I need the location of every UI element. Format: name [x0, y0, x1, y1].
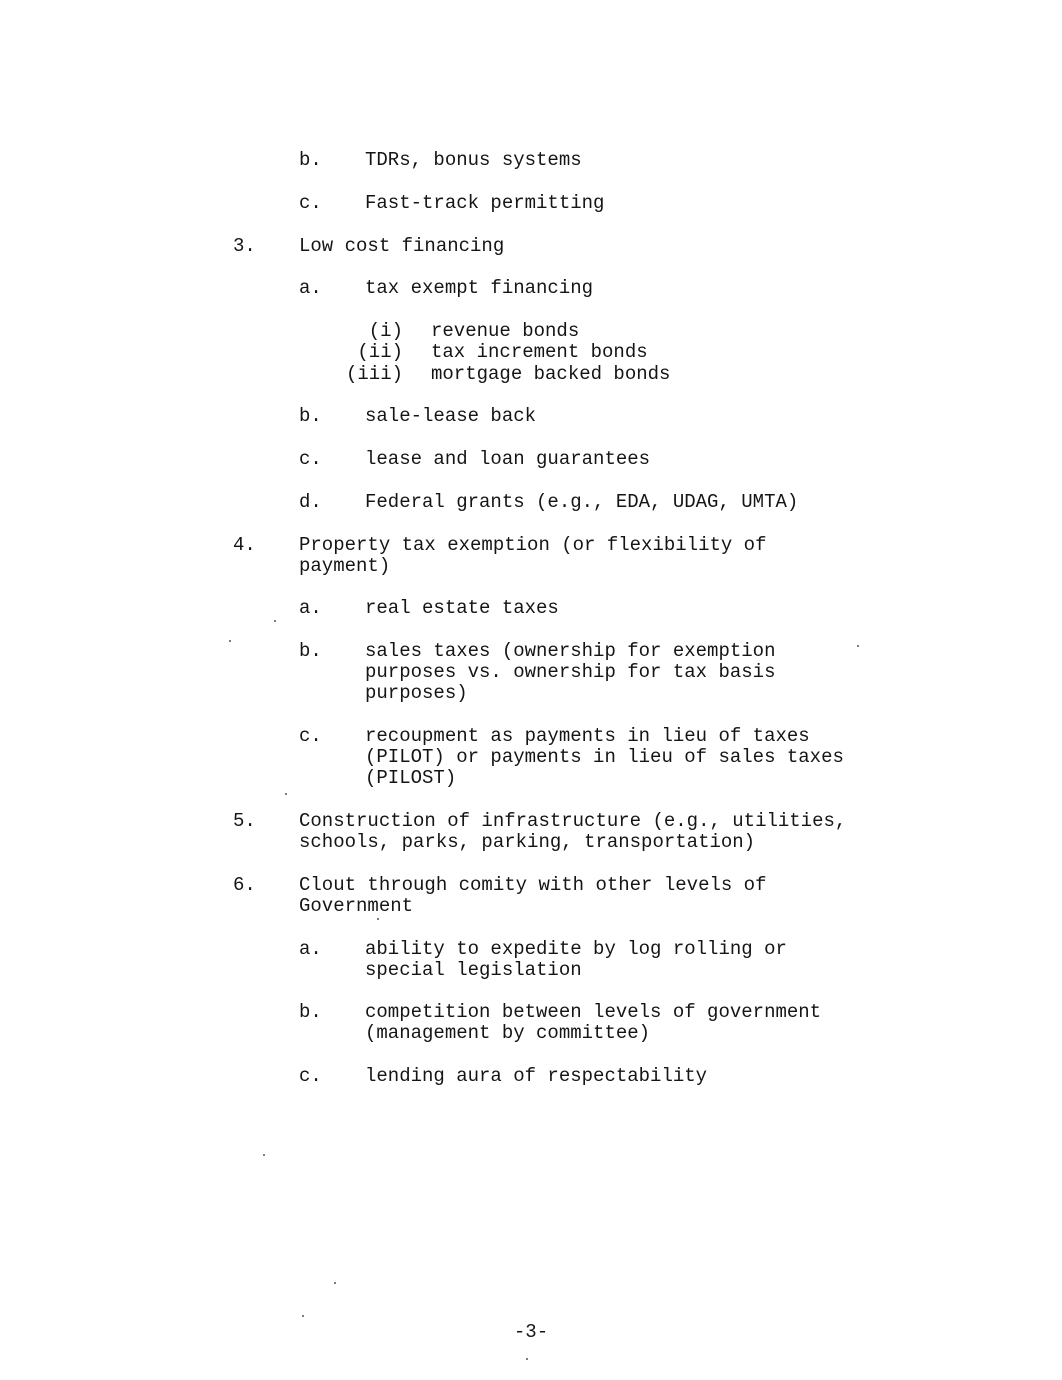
outline-marker: b.	[299, 640, 322, 662]
scan-speck	[334, 1282, 336, 1284]
outline-item-text: Fast-track permitting	[365, 192, 605, 214]
outline-item-text: payment)	[299, 555, 391, 577]
outline-item-text: ability to expedite by log rolling or	[365, 938, 787, 960]
outline-item-text: special legislation	[365, 959, 582, 981]
scan-speck	[274, 620, 276, 622]
outline-marker: (ii)	[357, 341, 403, 363]
outline-marker: c.	[299, 448, 322, 470]
outline-item-text: purposes)	[365, 682, 468, 704]
scan-speck	[302, 1315, 304, 1317]
outline-item-text: tax exempt financing	[365, 277, 594, 299]
outline-marker: b.	[299, 149, 322, 171]
outline-item-text: schools, parks, parking, transportation)	[299, 831, 756, 853]
outline-item-text: real estate taxes	[365, 597, 559, 619]
outline-marker: 5.	[233, 810, 256, 832]
outline-item-text: revenue bonds	[431, 320, 580, 342]
outline-item-text: (management by committee)	[365, 1022, 651, 1044]
outline-marker: d.	[299, 491, 322, 513]
outline-marker: a.	[299, 597, 322, 619]
outline-item-text: recoupment as payments in lieu of taxes	[365, 725, 810, 747]
outline-item-text: Federal grants (e.g., EDA, UDAG, UMTA)	[365, 491, 799, 513]
scan-speck	[377, 918, 379, 920]
scan-speck	[229, 640, 231, 642]
outline-item-text: competition between levels of government	[365, 1001, 822, 1023]
outline-marker: (i)	[368, 320, 403, 342]
outline-item-text: purposes vs. ownership for tax basis	[365, 661, 776, 683]
scan-speck	[285, 793, 287, 795]
outline-marker: 3.	[233, 235, 256, 257]
scan-speck	[857, 645, 859, 647]
outline-item-text: sales taxes (ownership for exemption	[365, 640, 776, 662]
page-number: -3-	[513, 1321, 549, 1343]
outline-marker: a.	[299, 938, 322, 960]
outline-item-text: tax increment bonds	[431, 341, 648, 363]
outline-item-text: lending aura of respectability	[365, 1065, 708, 1087]
scan-speck	[526, 1358, 528, 1360]
outline-marker: a.	[299, 277, 322, 299]
outline-item-text: Government	[299, 895, 414, 917]
outline-item-text: lease and loan guarantees	[365, 448, 651, 470]
outline-marker: c.	[299, 192, 322, 214]
outline-marker: c.	[299, 1065, 322, 1087]
outline-marker: b.	[299, 1001, 322, 1023]
outline-item-text: Low cost financing	[299, 235, 505, 257]
outline-marker: c.	[299, 725, 322, 747]
outline-item-text: sale-lease back	[365, 405, 537, 427]
outline-item-text: TDRs, bonus systems	[365, 149, 582, 171]
outline-marker: 6.	[233, 874, 256, 896]
outline-item-text: Construction of infrastructure (e.g., utilities,	[299, 810, 847, 832]
scan-speck	[263, 1154, 265, 1156]
outline-item-text: Property tax exemption (or flexibility of	[299, 534, 767, 556]
outline-item-text: (PILOT) or payments in lieu of sales taxes	[365, 746, 844, 768]
outline-marker: 4.	[233, 534, 256, 556]
outline-marker: (iii)	[345, 363, 403, 385]
outline-item-text: (PILOST)	[365, 767, 457, 789]
outline-item-text: mortgage backed bonds	[431, 363, 671, 385]
outline-item-text: Clout through comity with other levels of	[299, 874, 767, 896]
outline-marker: b.	[299, 405, 322, 427]
